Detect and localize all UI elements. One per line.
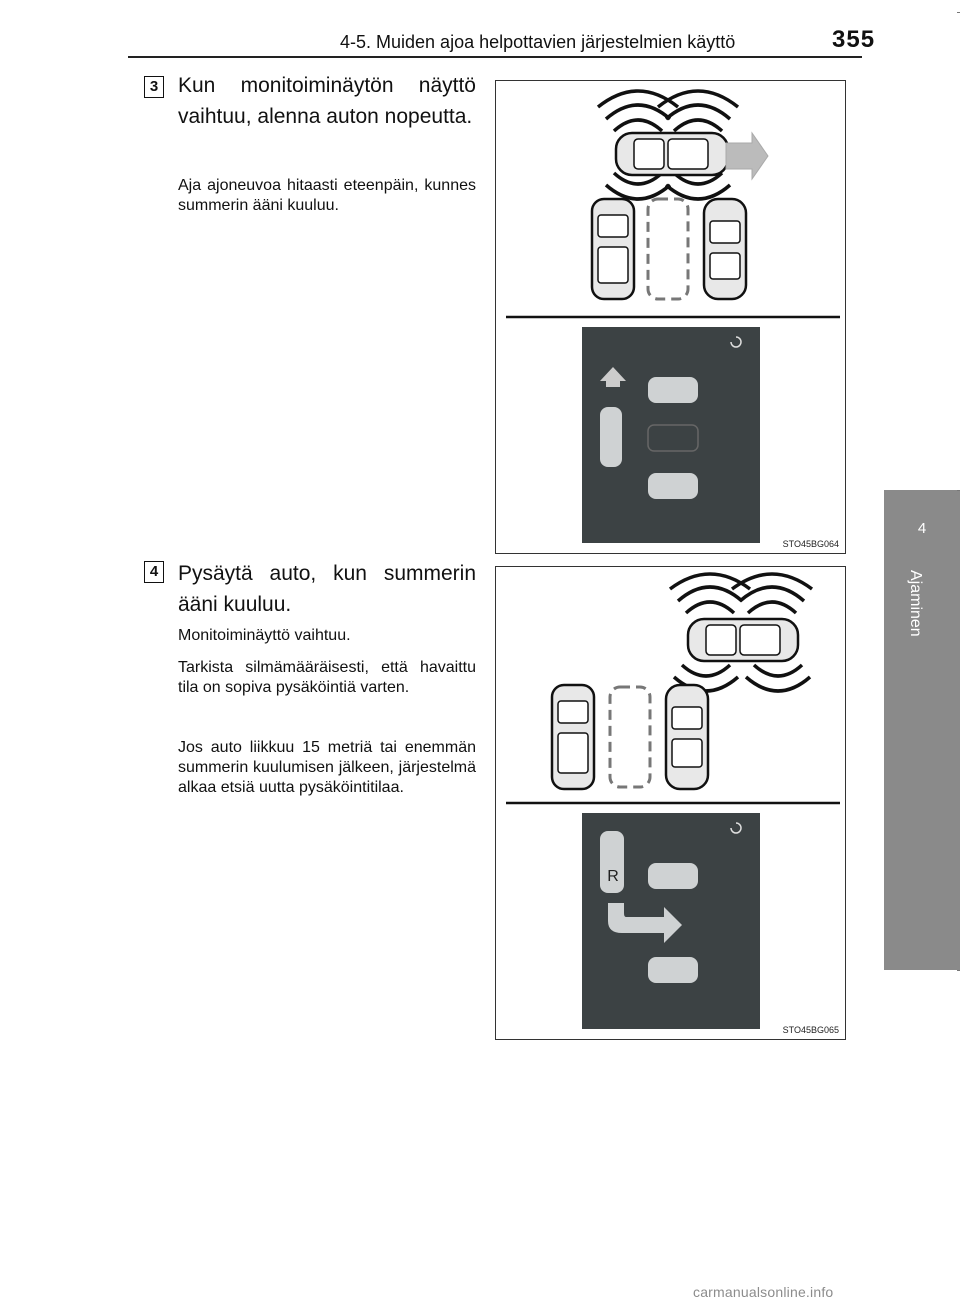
parked-car-icon xyxy=(592,199,634,299)
watermark: carmanualsonline.info xyxy=(693,1284,834,1300)
step-paragraph: Jos auto liikkuu 15 metriä tai enemmän summerin kuulumisen jälkeen, järjestelmä alkaa etsiä uutta pysäköintitilaa. xyxy=(178,739,476,796)
figure-parking-stop xyxy=(495,566,846,1040)
step-paragraph: Aja ajoneuvoa hitaasti eteenpäin, kunnes summerin ääni kuuluu. xyxy=(178,177,476,214)
parking-diagram-illustration xyxy=(496,567,846,1040)
parked-car-icon xyxy=(666,685,708,789)
display-gear-indicator: R xyxy=(607,868,619,885)
chapter-tab[interactable] xyxy=(884,490,960,970)
page-number: 355 xyxy=(832,26,876,53)
step-number-box: 3 xyxy=(144,76,164,98)
step-heading: Kun monitoiminäytön näyttö vaihtuu, alenna auton nopeutta. xyxy=(178,74,476,128)
parking-diagram-illustration xyxy=(496,81,846,554)
moving-car-icon xyxy=(616,133,728,175)
chapter-number: 4 xyxy=(917,520,927,537)
header-rule xyxy=(128,56,862,58)
step-paragraph: Monitoiminäyttö vaihtuu. xyxy=(178,627,351,644)
parked-car-icon xyxy=(552,685,594,789)
step-paragraph: Tarkista silmämääräisesti, että havaittu tila on sopiva pysäköintiä varten. xyxy=(178,659,476,696)
step-heading: Pysäytä auto, kun summerin ääni kuuluu. xyxy=(178,562,476,616)
section-title: 4-5. Muiden ajoa helpottavien järjestelmien käyttö xyxy=(340,32,736,52)
figure-code: STO45BG065 xyxy=(782,1025,839,1035)
chapter-label: Ajaminen xyxy=(907,570,924,637)
step-number-box: 4 xyxy=(144,561,164,583)
figure-code: STO45BG064 xyxy=(782,539,839,549)
parked-car-icon xyxy=(704,199,746,299)
moving-car-icon xyxy=(688,619,798,661)
figure-parking-approach xyxy=(495,80,846,554)
